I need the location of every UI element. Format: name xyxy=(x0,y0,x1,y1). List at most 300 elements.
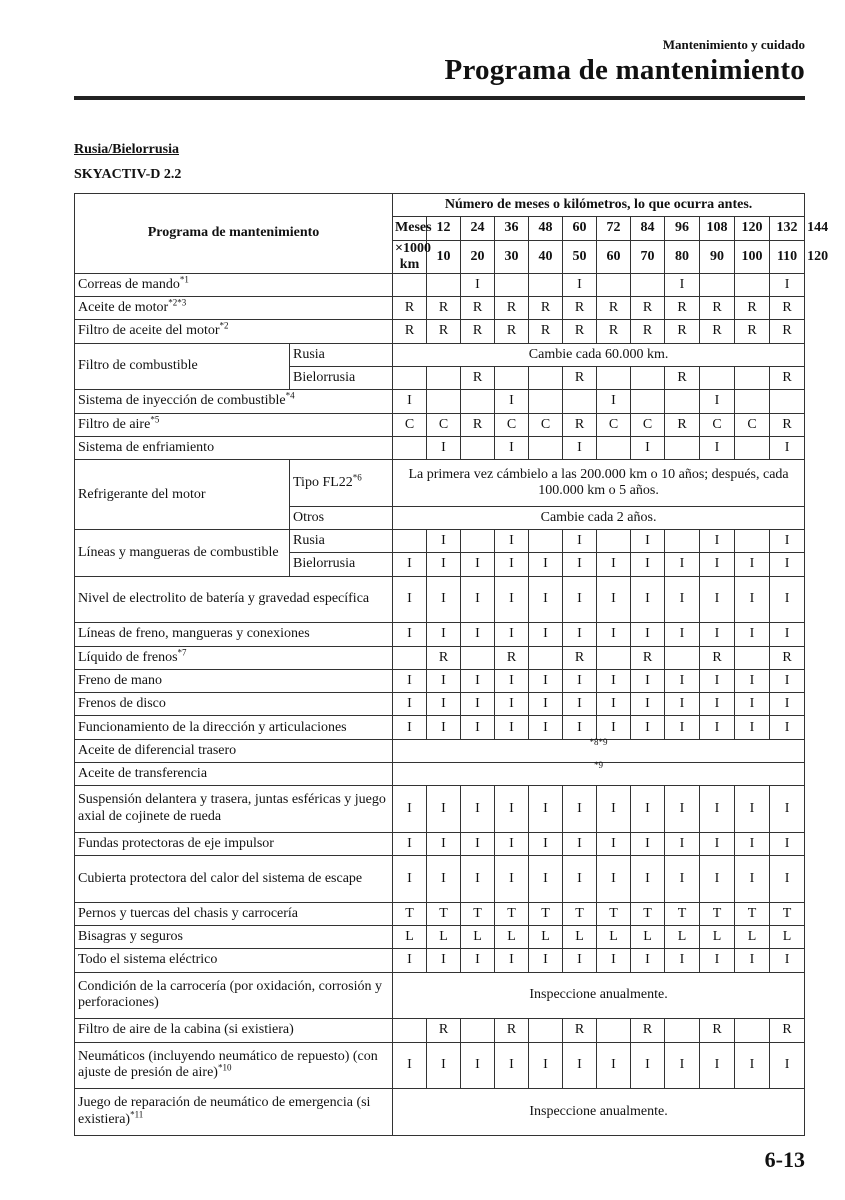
schedule-cell: I xyxy=(563,436,597,459)
footnote-ref: *10 xyxy=(217,1062,232,1073)
schedule-cell: I xyxy=(529,856,563,903)
schedule-header: Programa de mantenimiento xyxy=(75,194,393,274)
item-label: Refrigerante del motor xyxy=(78,486,206,502)
schedule-cell: I xyxy=(631,436,665,459)
schedule-cell: I xyxy=(735,1042,770,1089)
schedule-cell: T xyxy=(495,902,529,925)
schedule-cell xyxy=(529,646,563,669)
schedule-cell xyxy=(529,390,563,413)
sub-label: Bielorrusia xyxy=(290,366,393,389)
schedule-cell: C xyxy=(427,413,461,436)
item-label-cell xyxy=(75,832,393,855)
table-row: ×1000 km 10 20 30 40 50 60 70 80 90 100 110 120 xyxy=(75,240,805,273)
table-row xyxy=(75,856,805,903)
schedule-cell: T xyxy=(393,902,427,925)
months-value: 36 xyxy=(495,217,529,240)
span-cell: La primera vez cámbielo a las 200.000 km o 10 años; después, cada 100.000 km o 5 años. xyxy=(393,460,805,507)
schedule-cell: I xyxy=(427,623,461,646)
months-value: 24 xyxy=(461,217,495,240)
schedule-cell xyxy=(461,1019,495,1042)
schedule-cell: I xyxy=(700,530,735,553)
schedule-cell: I xyxy=(427,530,461,553)
table-row xyxy=(75,926,805,949)
schedule-cell: I xyxy=(665,716,700,739)
item-label-cell xyxy=(75,436,393,459)
schedule-cell: R xyxy=(597,297,631,320)
schedule-cell: I xyxy=(735,716,770,739)
schedule-cell: I xyxy=(393,553,427,576)
schedule-cell: R xyxy=(735,320,770,343)
item-label-cell xyxy=(75,530,290,577)
item-label-cell xyxy=(75,390,393,413)
schedule-cell: I xyxy=(665,1042,700,1089)
table-row xyxy=(75,949,805,972)
table-row xyxy=(75,832,805,855)
item-label-cell xyxy=(75,646,393,669)
item-label-cell xyxy=(75,926,393,949)
footnote-ref: *2*3 xyxy=(168,297,187,308)
schedule-cell: R xyxy=(563,413,597,436)
schedule-cell: I xyxy=(393,786,427,833)
table-row: Meses 12 24 36 48 60 72 84 96 108 120 132 144 xyxy=(75,217,805,240)
schedule-cell: R xyxy=(529,320,563,343)
schedule-cell: I xyxy=(427,576,461,623)
schedule-cell: I xyxy=(529,623,563,646)
schedule-cell: I xyxy=(770,856,805,903)
table-row xyxy=(75,273,805,296)
schedule-cell: I xyxy=(631,832,665,855)
schedule-cell: R xyxy=(770,1019,805,1042)
schedule-cell xyxy=(461,646,495,669)
schedule-cell: I xyxy=(700,623,735,646)
schedule-cell: R xyxy=(631,297,665,320)
schedule-cell: I xyxy=(665,949,700,972)
schedule-cell: I xyxy=(597,693,631,716)
schedule-cell: I xyxy=(735,786,770,833)
schedule-cell: I xyxy=(770,436,805,459)
schedule-cell xyxy=(461,436,495,459)
schedule-cell: I xyxy=(393,390,427,413)
schedule-cell: I xyxy=(495,553,529,576)
table-row xyxy=(75,623,805,646)
schedule-cell: T xyxy=(529,902,563,925)
schedule-cell: I xyxy=(631,949,665,972)
schedule-cell: I xyxy=(700,576,735,623)
schedule-cell: I xyxy=(495,623,529,646)
table-row xyxy=(75,739,805,762)
schedule-cell: T xyxy=(461,902,495,925)
schedule-cell: I xyxy=(393,856,427,903)
item-label-cell xyxy=(75,763,393,786)
schedule-cell: I xyxy=(770,273,805,296)
schedule-cell: R xyxy=(631,646,665,669)
schedule-cell: R xyxy=(700,297,735,320)
schedule-cell xyxy=(427,366,461,389)
schedule-cell: I xyxy=(700,436,735,459)
schedule-cell: I xyxy=(563,786,597,833)
schedule-cell: I xyxy=(461,832,495,855)
schedule-cell: I xyxy=(665,786,700,833)
schedule-cell: I xyxy=(529,669,563,692)
item-label: Aceite de diferencial trasero xyxy=(78,742,237,758)
table-row xyxy=(75,1042,805,1089)
months-label: Meses xyxy=(393,217,427,240)
schedule-cell: I xyxy=(495,716,529,739)
schedule-cell xyxy=(665,646,700,669)
schedule-cell: I xyxy=(427,856,461,903)
schedule-cell: I xyxy=(529,1042,563,1089)
sub-label: Otros xyxy=(290,506,393,529)
schedule-cell: L xyxy=(631,926,665,949)
table-row xyxy=(75,460,805,507)
schedule-cell xyxy=(597,1019,631,1042)
item-label-cell xyxy=(75,623,393,646)
schedule-cell xyxy=(597,273,631,296)
table-row xyxy=(75,902,805,925)
item-label: Líneas de freno, mangueras y conexiones xyxy=(78,626,310,642)
schedule-cell: I xyxy=(461,716,495,739)
schedule-cell: I xyxy=(495,530,529,553)
footnote-ref: *5 xyxy=(150,414,160,424)
schedule-cell: I xyxy=(770,576,805,623)
footnote-ref: *6 xyxy=(352,472,362,483)
schedule-cell: L xyxy=(529,926,563,949)
schedule-cell: I xyxy=(427,436,461,459)
schedule-cell: L xyxy=(770,926,805,949)
schedule-cell: I xyxy=(461,949,495,972)
schedule-cell: T xyxy=(700,902,735,925)
sub-label: Bielorrusia xyxy=(290,553,393,576)
schedule-cell: I xyxy=(770,832,805,855)
schedule-cell: I xyxy=(700,832,735,855)
item-label: Aceite de motor xyxy=(78,300,169,316)
schedule-cell xyxy=(393,273,427,296)
item-label: Pernos y tuercas del chasis y carrocería xyxy=(78,905,299,921)
schedule-cell: T xyxy=(597,902,631,925)
schedule-cell: I xyxy=(770,1042,805,1089)
schedule-cell: I xyxy=(735,553,770,576)
item-label: Aceite de transferencia xyxy=(78,766,208,782)
schedule-cell xyxy=(631,390,665,413)
schedule-cell: I xyxy=(631,1042,665,1089)
schedule-cell: I xyxy=(597,390,631,413)
schedule-cell: I xyxy=(461,669,495,692)
schedule-cell xyxy=(631,366,665,389)
km-value: 40 xyxy=(529,240,563,273)
schedule-cell: I xyxy=(665,623,700,646)
schedule-cell: I xyxy=(631,553,665,576)
schedule-cell: I xyxy=(770,530,805,553)
schedule-cell: T xyxy=(665,902,700,925)
schedule-cell: I xyxy=(665,553,700,576)
schedule-cell: I xyxy=(770,553,805,576)
schedule-cell: R xyxy=(563,297,597,320)
schedule-cell: R xyxy=(393,297,427,320)
span-cell: Cambie cada 60.000 km. xyxy=(393,343,805,366)
schedule-cell: R xyxy=(665,297,700,320)
schedule-cell: R xyxy=(665,413,700,436)
schedule-cell: I xyxy=(461,576,495,623)
item-label-cell xyxy=(75,693,393,716)
schedule-cell: R xyxy=(597,320,631,343)
schedule-cell: I xyxy=(427,832,461,855)
schedule-cell: R xyxy=(665,366,700,389)
schedule-cell: I xyxy=(393,693,427,716)
schedule-cell: R xyxy=(461,366,495,389)
schedule-cell: C xyxy=(631,413,665,436)
item-label: Bisagras y seguros xyxy=(78,929,183,945)
schedule-cell xyxy=(735,436,770,459)
schedule-cell xyxy=(665,1019,700,1042)
table-row xyxy=(75,1019,805,1042)
schedule-cell: I xyxy=(631,576,665,623)
item-label: Filtro de aceite del motor xyxy=(78,323,220,339)
table-row xyxy=(75,763,805,786)
schedule-cell: R xyxy=(631,1019,665,1042)
schedule-cell xyxy=(665,436,700,459)
schedule-cell: I xyxy=(495,390,529,413)
footnote-ref: *7 xyxy=(177,646,187,657)
schedule-cell: I xyxy=(427,553,461,576)
table-row xyxy=(75,390,805,413)
km-value: 20 xyxy=(461,240,495,273)
schedule-cell: R xyxy=(770,366,805,389)
schedule-cell: I xyxy=(597,669,631,692)
schedule-cell: I xyxy=(495,856,529,903)
schedule-cell: I xyxy=(700,553,735,576)
schedule-cell xyxy=(700,366,735,389)
schedule-cell: L xyxy=(665,926,700,949)
schedule-cell: I xyxy=(735,856,770,903)
item-label-cell xyxy=(75,343,290,390)
item-label: Nivel de electrolito de batería y gravedad específica xyxy=(78,591,370,607)
schedule-cell: I xyxy=(563,832,597,855)
schedule-cell: I xyxy=(735,576,770,623)
schedule-cell: I xyxy=(427,786,461,833)
km-value: 100 xyxy=(735,240,770,273)
item-label-cell xyxy=(75,786,393,833)
schedule-cell: I xyxy=(529,786,563,833)
months-value: 108 xyxy=(700,217,735,240)
schedule-cell: R xyxy=(770,297,805,320)
item-label-cell xyxy=(75,1019,393,1042)
schedule-cell xyxy=(393,366,427,389)
item-label-cell xyxy=(75,972,393,1019)
schedule-cell: I xyxy=(700,693,735,716)
schedule-cell: I xyxy=(700,669,735,692)
schedule-cell: I xyxy=(700,390,735,413)
engine-heading: SKYACTIV-D 2.2 xyxy=(74,167,182,182)
schedule-cell: I xyxy=(665,693,700,716)
item-label: Cubierta protectora del calor del sistema de escape xyxy=(78,870,363,886)
schedule-cell: I xyxy=(461,693,495,716)
item-label: Fundas protectoras de eje impulsor xyxy=(78,836,274,851)
schedule-cell: I xyxy=(631,669,665,692)
schedule-cell: R xyxy=(563,1019,597,1042)
page-number: 6-13 xyxy=(764,1147,805,1172)
schedule-cell xyxy=(735,390,770,413)
schedule-cell: I xyxy=(393,1042,427,1089)
item-label-cell xyxy=(75,949,393,972)
schedule-cell: I xyxy=(665,856,700,903)
schedule-cell: I xyxy=(563,1042,597,1089)
table-row xyxy=(75,646,805,669)
schedule-cell: I xyxy=(393,576,427,623)
schedule-cell: R xyxy=(563,320,597,343)
months-value: 96 xyxy=(665,217,700,240)
schedule-cell: I xyxy=(393,669,427,692)
schedule-cell xyxy=(770,390,805,413)
schedule-cell: I xyxy=(597,1042,631,1089)
table-row xyxy=(75,343,805,366)
item-label-cell xyxy=(75,273,393,296)
schedule-cell xyxy=(461,390,495,413)
km-value: 50 xyxy=(563,240,597,273)
schedule-cell: I xyxy=(495,832,529,855)
header-divider xyxy=(74,96,805,100)
schedule-cell: I xyxy=(665,669,700,692)
schedule-cell xyxy=(597,530,631,553)
schedule-cell: I xyxy=(735,623,770,646)
schedule-cell: I xyxy=(597,949,631,972)
schedule-cell: I xyxy=(700,716,735,739)
schedule-cell: I xyxy=(529,949,563,972)
schedule-cell: T xyxy=(427,902,461,925)
schedule-cell: I xyxy=(700,856,735,903)
schedule-cell: I xyxy=(770,786,805,833)
schedule-cell: I xyxy=(529,832,563,855)
footnote-ref: *11 xyxy=(130,1109,144,1120)
schedule-cell xyxy=(597,646,631,669)
schedule-cell: R xyxy=(427,1019,461,1042)
schedule-cell: I xyxy=(529,576,563,623)
schedule-cell: I xyxy=(631,623,665,646)
schedule-cell: I xyxy=(563,669,597,692)
schedule-cell xyxy=(597,366,631,389)
schedule-cell: L xyxy=(461,926,495,949)
schedule-cell xyxy=(495,273,529,296)
months-value: 84 xyxy=(631,217,665,240)
schedule-cell: R xyxy=(770,413,805,436)
schedule-cell xyxy=(735,646,770,669)
months-value: 48 xyxy=(529,217,563,240)
item-label-cell xyxy=(75,297,393,320)
item-label: Sistema de enfriamiento xyxy=(78,439,215,455)
months-value: 120 xyxy=(735,217,770,240)
schedule-cell: R xyxy=(529,297,563,320)
schedule-cell: R xyxy=(735,297,770,320)
schedule-cell: I xyxy=(770,669,805,692)
schedule-cell: C xyxy=(735,413,770,436)
item-label-cell xyxy=(75,320,393,343)
item-label-cell xyxy=(75,1089,393,1136)
footnote-ref: *9 xyxy=(594,760,604,771)
table-row xyxy=(75,413,805,436)
schedule-cell: R xyxy=(563,646,597,669)
schedule-cell: I xyxy=(597,576,631,623)
schedule-cell: I xyxy=(563,553,597,576)
schedule-cell: C xyxy=(529,413,563,436)
months-value: 12 xyxy=(427,217,461,240)
schedule-cell: I xyxy=(461,1042,495,1089)
schedule-cell: I xyxy=(770,949,805,972)
schedule-cell xyxy=(597,436,631,459)
schedule-cell: L xyxy=(427,926,461,949)
item-label-cell xyxy=(75,669,393,692)
schedule-cell: I xyxy=(665,273,700,296)
schedule-cell: I xyxy=(700,1042,735,1089)
schedule-cell: I xyxy=(529,716,563,739)
schedule-cell: I xyxy=(563,693,597,716)
table-row xyxy=(75,530,805,553)
schedule-cell: R xyxy=(631,320,665,343)
schedule-cell: I xyxy=(735,693,770,716)
span-cell: Inspeccione anualmente. xyxy=(393,1089,805,1136)
km-value: 110 xyxy=(770,240,805,273)
item-label-cell xyxy=(75,716,393,739)
item-label: Líquido de frenos xyxy=(78,649,178,665)
km-value: 90 xyxy=(700,240,735,273)
schedule-cell: L xyxy=(735,926,770,949)
km-value: 70 xyxy=(631,240,665,273)
schedule-cell: R xyxy=(700,320,735,343)
schedule-cell: I xyxy=(597,786,631,833)
footnote-ref: *8*9 xyxy=(589,736,608,747)
table-row xyxy=(75,297,805,320)
schedule-cell: I xyxy=(461,623,495,646)
schedule-cell: R xyxy=(770,646,805,669)
km-value: 60 xyxy=(597,240,631,273)
schedule-cell: I xyxy=(563,623,597,646)
km-value: 80 xyxy=(665,240,700,273)
item-label-cell xyxy=(75,576,393,623)
schedule-cell: R xyxy=(461,413,495,436)
span-cell: Inspeccione anualmente. xyxy=(393,972,805,1019)
schedule-cell: I xyxy=(770,693,805,716)
table-row xyxy=(75,194,805,217)
months-value: 72 xyxy=(597,217,631,240)
schedule-cell: I xyxy=(393,623,427,646)
schedule-cell: T xyxy=(735,902,770,925)
schedule-cell: I xyxy=(393,716,427,739)
item-label: Juego de reparación de neumático de emergencia (si existiera) xyxy=(78,1095,371,1127)
table-row xyxy=(75,693,805,716)
schedule-cell xyxy=(665,530,700,553)
schedule-cell: I xyxy=(631,530,665,553)
schedule-cell: I xyxy=(597,716,631,739)
schedule-cell xyxy=(735,530,770,553)
item-label: Freno de mano xyxy=(78,672,162,688)
schedule-cell xyxy=(529,530,563,553)
schedule-cell: I xyxy=(631,786,665,833)
schedule-cell: I xyxy=(495,436,529,459)
schedule-cell: L xyxy=(700,926,735,949)
schedule-cell: C xyxy=(700,413,735,436)
item-label: Neumáticos (incluyendo neumático de repuesto) (con ajuste de presión de aire) xyxy=(78,1048,378,1081)
item-label-cell xyxy=(75,902,393,925)
schedule-cell: T xyxy=(631,902,665,925)
schedule-cell: L xyxy=(393,926,427,949)
schedule-cell: I xyxy=(495,693,529,716)
schedule-cell: I xyxy=(665,576,700,623)
schedule-cell: I xyxy=(461,553,495,576)
schedule-cell: I xyxy=(495,669,529,692)
schedule-cell: R xyxy=(393,320,427,343)
item-label-cell xyxy=(75,1042,393,1089)
schedule-cell: I xyxy=(700,949,735,972)
interval-header: Número de meses o kilómetros, lo que ocurra antes. xyxy=(393,194,805,217)
schedule-cell: I xyxy=(597,832,631,855)
